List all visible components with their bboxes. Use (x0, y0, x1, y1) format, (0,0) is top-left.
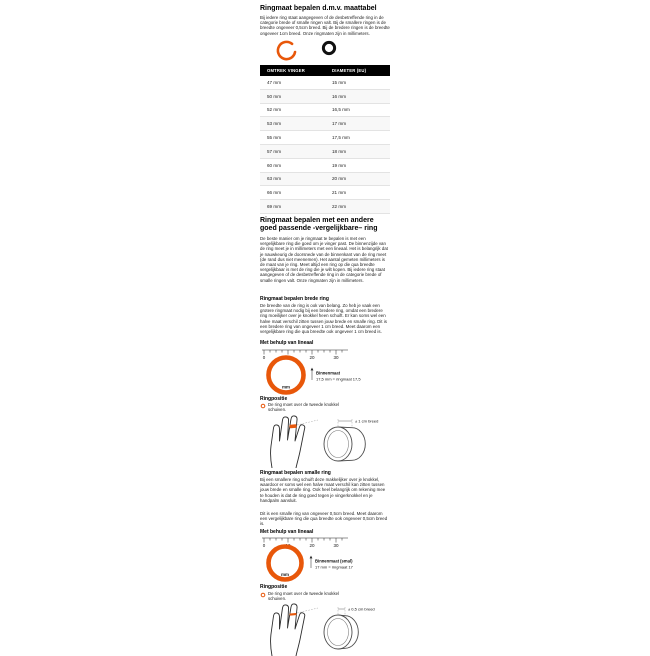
cell-omtrek: 47 mm (267, 79, 282, 85)
illustration-svg-wide (260, 411, 390, 468)
cell-diameter: 17,5 mm (332, 135, 350, 141)
table-row (260, 90, 390, 104)
cell-omtrek: 55 mm (267, 135, 282, 141)
ruler-tick-30: 30 (333, 355, 339, 360)
ring-3d-illustration (324, 607, 375, 650)
lineaal-diagram-smalle (260, 535, 390, 585)
ringpositie-caption-text: De ring moet over de tweede knokkel schuiven. (268, 402, 339, 412)
binnenmaat-value: 17 mm = ringmaat 17 (315, 564, 353, 570)
ring-3d-illustration (324, 419, 378, 462)
cell-omtrek: 52 mm (267, 107, 282, 113)
width-label-brede: ± 1 cm breed (355, 418, 379, 424)
ruler-svg-wide (260, 347, 390, 397)
section-title-vergelijkbare-ring: Ringmaat bepalen met een andere goed passende -vergelijkbare– ring (260, 217, 378, 232)
smalle-body2-text: Dit is een smalle ring van ongeveer 0,5cm breed. Meet daarom een vergelijkbare ring die qua breedte ook ongeveer 0,5cm breed is. (260, 511, 388, 527)
cell-diameter: 17 mm (332, 121, 347, 127)
table-row (260, 104, 390, 118)
hand-illustration (270, 416, 304, 468)
mm-unit-label: mm (281, 572, 289, 577)
subtitle-brede-ring: Ringmaat bepalen brede ring (260, 296, 329, 302)
ruler-scale (262, 350, 348, 355)
maattabel-intro-text: Bij iedere ring staat aangegeven of de desbetreffende ring in de categorie brede of smalle ringen valt. Bij de smallere ringen is de breedte ongeveer 0,5cm breed. Bij de bredere ringen is de breedte ongeveer 1cm breed. Onze ringmaten zijn in millimeters. (260, 15, 390, 36)
cell-diameter: 19 mm (332, 162, 347, 168)
table-row (260, 173, 390, 187)
cell-omtrek: 63 mm (267, 176, 282, 182)
heading-ringpositie-brede: Ringpositie (260, 396, 288, 402)
cell-omtrek: 66 mm (267, 190, 282, 196)
size-table (260, 65, 390, 214)
cell-diameter: 16 mm (332, 93, 347, 99)
table-row (260, 200, 390, 214)
lineaal-diagram-brede (260, 347, 390, 397)
binnenmaat-value: 17,5 mm = ringmaat 17,5 (316, 376, 361, 382)
cell-omtrek: 60 mm (267, 162, 282, 168)
header-diameter-eu: DIAMETER (EU) (332, 68, 367, 73)
closed-ring-icon (320, 39, 338, 57)
cell-omtrek: 69 mm (267, 204, 282, 210)
ringpositie-caption-text: De ring moet over de tweede knokkel schuiven. (268, 591, 339, 601)
ruler-tick-0: 0 (262, 355, 266, 360)
vergelijk-body-text: De beste manier om je ringmaat te bepalen is met een vergelijkbare ring die goed om je vinger past. De binnenzijde van de ring meet je in millimeters met een lineaal. Het is belangrijk dat je nauwkeurig de doorsnede van de binnenkant van de ring meet (de rand dus niet meenemen). Het aantal gemeten millimeters is de maat van je ring. Meet altijd een ring op die qua breedte vergelijkbaar is met de ring die je wilt kopen. Bij iedere ring staat aangegeven of de desbetreffende ring in de categorie brede of smalle ringen valt. Onze ringmaten zijn in millimeters. (260, 236, 388, 283)
ruler-scale (262, 538, 348, 543)
measure-arrow-icon (311, 368, 314, 371)
heading-lineaal-brede: Met behulp van lineaal (260, 340, 314, 346)
cell-diameter: 16,5 mm (332, 107, 350, 113)
cell-diameter: 22 mm (332, 204, 347, 210)
ruler-tick-20: 20 (309, 543, 315, 548)
table-row (260, 145, 390, 159)
mm-unit-label: mm (282, 384, 290, 390)
illustration-brede (260, 411, 390, 468)
illustration-smalle (260, 599, 390, 656)
ruler-tick-10: 10 (285, 355, 291, 360)
finger-ring-icon (289, 424, 296, 428)
section-title-maattabel: Ringmaat bepalen d.m.v. maattabel (260, 5, 377, 12)
ring-icon (260, 403, 266, 409)
table-row (260, 186, 390, 200)
illustration-svg-narrow (260, 599, 390, 656)
ruler-svg-narrow (260, 535, 390, 585)
table-row (260, 159, 390, 173)
ruler-tick-30: 30 (333, 543, 339, 548)
table-row (260, 76, 390, 90)
table-row (260, 131, 390, 145)
ruler-tick-0: 0 (262, 543, 266, 548)
size-table-body (260, 76, 390, 214)
heading-lineaal-smalle: Met behulp van lineaal (260, 529, 314, 535)
ring-type-icons (260, 39, 390, 63)
cell-omtrek: 57 mm (267, 148, 282, 154)
open-ring-icon (275, 39, 298, 62)
cell-diameter: 21 mm (332, 190, 347, 196)
table-row (260, 117, 390, 131)
header-omtrek-vinger: OMTREK VINGER (267, 68, 305, 73)
binnenmaat-title: Binnenmaat (smal) (315, 558, 353, 564)
cell-diameter: 15 mm (332, 79, 347, 85)
subtitle-smalle-ring: Ringmaat bepalen smalle ring (260, 470, 331, 476)
ruler-tick-10: 10 (285, 543, 291, 548)
binnenmaat-title: Binnenmaat (316, 370, 340, 376)
cell-omtrek: 50 mm (267, 93, 282, 99)
size-table-header (260, 65, 390, 76)
width-label-smalle: ± 0,5 cm breed (348, 606, 375, 612)
brede-body-text: De breedte van de ring is ook van belang. Zo heb je vaak een grotere ringmaat nodig bij een bredere ring, omdat een bredere ring moeilijker over je knokkel heen schuift. Er kan soms wel een halve maat verschil zitten tussen jouw brede en smalle ring. Dit is een bredere ring van ongeveer 1 cm breed. Meet daarom een vergelijkbare ring die qua breedte ook ongeveer 1 cm breed is. (260, 303, 387, 335)
ring-icon (260, 592, 266, 598)
hand-illustration (270, 604, 304, 656)
finger-ring-icon (289, 613, 296, 616)
ruler-tick-20: 20 (309, 355, 315, 360)
cell-diameter: 18 mm (332, 148, 347, 154)
cell-diameter: 20 mm (332, 176, 347, 182)
smalle-body-text: Bij een smallere ring schuift deze makkelijker over je knokkel, waardoor er soms wel een halve maat verschil kan zitten tussen jouw brede en smalle ring. Ook heel belangrijk om rekening mee te houden is dat de ring goed tegen je vingerknokkel en je handpalm aansluit. (260, 477, 386, 503)
cell-omtrek: 53 mm (267, 121, 282, 127)
heading-ringpositie-smalle: Ringpositie (260, 584, 288, 590)
measure-arrow-icon (310, 556, 313, 559)
